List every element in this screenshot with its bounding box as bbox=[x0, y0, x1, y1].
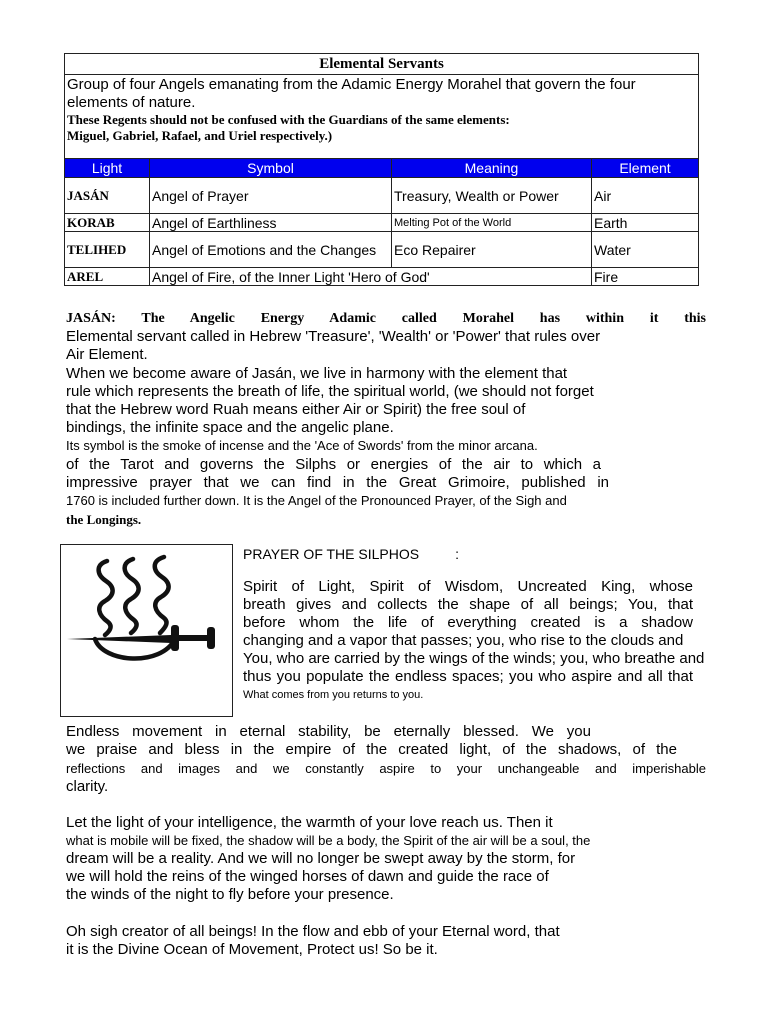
prayer-paragraph-line: dream will be a reality. And we will no longer be swept away by the storm, for bbox=[66, 850, 576, 867]
prayer-title: PRAYER OF THE SILPHOS bbox=[243, 546, 420, 562]
body-line: the Longings. bbox=[66, 512, 142, 527]
prayer-paragraph-line: the winds of the night to fly before your presence. bbox=[66, 886, 394, 903]
body-line: 1760 is included further down. It is the Angel of the Pronounced Prayer, of the Sigh and bbox=[66, 493, 567, 508]
prayer-paragraph-line: we will hold the reins of the winged horses of dawn and guide the race of bbox=[66, 868, 549, 885]
row-symbol: Angel of Emotions and the Changes bbox=[150, 232, 392, 268]
row-light: JASÁN bbox=[65, 178, 150, 214]
row-meaning: Eco Repairer bbox=[392, 232, 592, 268]
prayer-paragraph-line: Endless movement in eternal stability, be eternally blessed. We you bbox=[66, 723, 591, 740]
body-line: Its symbol is the smoke of incense and the 'Ace of Swords' from the minor arcana. bbox=[66, 438, 538, 453]
smoke-and-sword-icon bbox=[61, 545, 232, 716]
row-meaning: Treasury, Wealth or Power bbox=[392, 178, 592, 214]
prayer-line: changing and a vapor that passes; you, who rise to the clouds and bbox=[243, 632, 684, 649]
prayer-paragraph-line: what is mobile will be fixed, the shadow will be a body, the Spirit of the air will be a soul, the bbox=[66, 833, 591, 848]
row-symbol: Angel of Prayer bbox=[150, 178, 392, 214]
body-line: When we become aware of Jasán, we live in harmony with the element that bbox=[66, 365, 568, 382]
row-symbol: Angel of Earthliness bbox=[150, 214, 392, 232]
table-row bbox=[65, 232, 699, 268]
table-note-line-2: Miguel, Gabriel, Rafael, and Uriel respectively.) bbox=[67, 128, 333, 143]
prayer-paragraph-line: we praise and bless in the empire of the created light, of the shadows, of the bbox=[66, 741, 677, 758]
prayer-paragraph-line: Let the light of your intelligence, the warmth of your love reach us. Then it bbox=[66, 814, 553, 831]
prayer-paragraph-line: it is the Divine Ocean of Movement, Protect us! So be it. bbox=[66, 941, 438, 958]
row-light: TELIHED bbox=[65, 232, 150, 268]
body-line: bindings, the infinite space and the angelic plane. bbox=[66, 419, 394, 436]
prayer-line: before whom the life of everything created is a shadow bbox=[243, 614, 693, 631]
table-title: Elemental Servants bbox=[65, 54, 699, 75]
body-line: impressive prayer that we can find in the Great Grimoire, published in bbox=[66, 474, 609, 491]
prayer-line: breath gives and collects the shape of all beings; You, that bbox=[243, 596, 693, 613]
prayer-paragraph-line: Oh sigh creator of all beings! In the flow and ebb of your Eternal word, that bbox=[66, 923, 560, 940]
row-symbol: Angel of Fire, of the Inner Light 'Hero of God' bbox=[150, 268, 592, 286]
table-row bbox=[65, 178, 699, 214]
table-header-row bbox=[65, 159, 699, 178]
row-element: Fire bbox=[592, 268, 699, 286]
prayer-line: thus you populate the endless spaces; you who aspire and all that bbox=[243, 668, 693, 685]
elemental-servants-table bbox=[64, 53, 699, 286]
body-line: Air Element. bbox=[66, 346, 148, 363]
row-light: KORAB bbox=[65, 214, 150, 232]
ace-of-swords-symbol bbox=[60, 544, 233, 717]
table-row bbox=[65, 268, 699, 286]
body-line: Elemental servant called in Hebrew 'Treasure', 'Wealth' or 'Power' that rules over bbox=[66, 328, 601, 345]
header-symbol: Symbol bbox=[150, 159, 392, 178]
prayer-title-row bbox=[243, 545, 459, 563]
prayer-paragraph-line: reflections and images and we constantly aspire to your unchangeable and imperishable bbox=[66, 761, 706, 776]
body-line: that the Hebrew word Ruah means either Air or Spirit) the free soul of bbox=[66, 401, 526, 418]
table-row bbox=[65, 214, 699, 232]
body-line: of the Tarot and governs the Silphs or energies of the air to which a bbox=[66, 456, 601, 473]
row-meaning: Melting Pot of the World bbox=[392, 214, 592, 232]
header-meaning: Meaning bbox=[392, 159, 592, 178]
row-element: Earth bbox=[592, 214, 699, 232]
prayer-line: You, who are carried by the wings of the winds; you, who breathe and bbox=[243, 650, 705, 667]
row-light: AREL bbox=[65, 268, 150, 286]
prayer-title-colon: : bbox=[455, 546, 459, 562]
prayer-paragraph-line: clarity. bbox=[66, 778, 109, 795]
body-line: rule which represents the breath of life, the spiritual world, (we should not forget bbox=[66, 383, 594, 400]
section-heading: JASÁN: The Angelic Energy Adamic called Morahel has within it this bbox=[66, 311, 706, 326]
header-light: Light bbox=[65, 159, 150, 178]
table-intro-cell bbox=[65, 75, 699, 159]
table-note-line-1: These Regents should not be confused with the Guardians of the same elements: bbox=[67, 112, 510, 127]
table-intro: Group of four Angels emanating from the Adamic Energy Morahel that govern the four elements of nature. bbox=[67, 76, 636, 111]
row-element: Water bbox=[592, 232, 699, 268]
header-element: Element bbox=[592, 159, 699, 178]
row-element: Air bbox=[592, 178, 699, 214]
prayer-line: What comes from you returns to you. bbox=[243, 689, 424, 701]
prayer-line: Spirit of Light, Spirit of Wisdom, Uncreated King, whose bbox=[243, 578, 693, 595]
